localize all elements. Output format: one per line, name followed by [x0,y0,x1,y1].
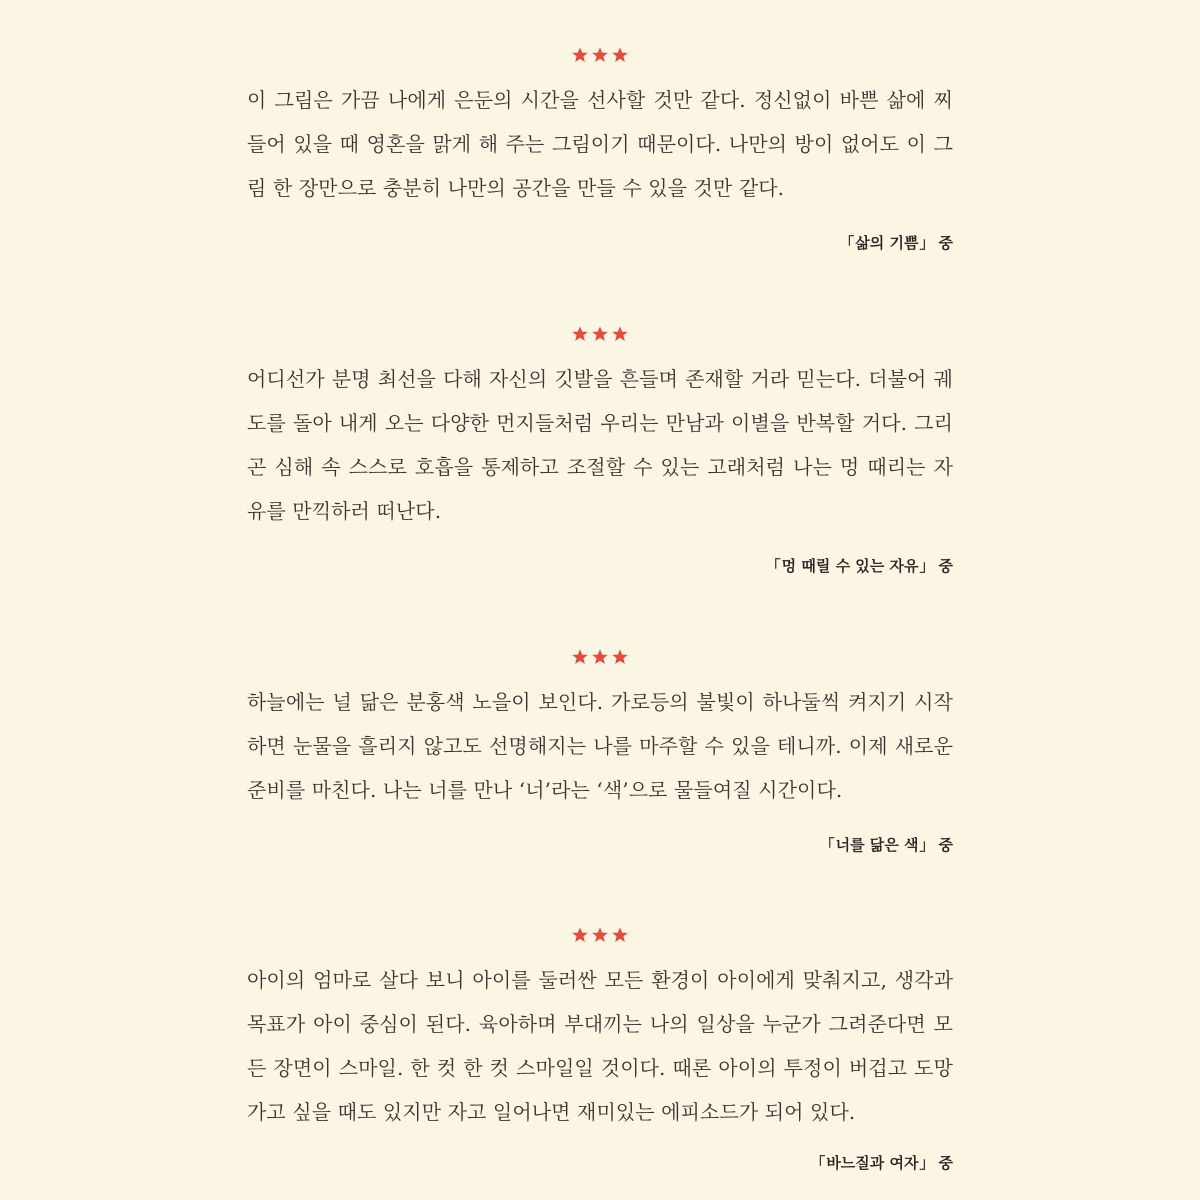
star-icon [611,325,629,343]
excerpt-line: 가고 싶을 때도 있지만 자고 일어나면 재미있는 에피소드가 되어 있다. [247,1100,856,1124]
source-suffix: 중 [938,557,953,575]
excerpt-line: 아이의 엄마로 살다 보니 아이를 둘러싼 모든 환경이 아이에게 맞춰지고, 생각과 [247,968,953,992]
star-divider [247,325,953,347]
star-icon [571,926,589,944]
excerpt-body [247,357,953,533]
excerpt-body [247,680,953,812]
source-title: 바느질과 여자 [826,1154,919,1172]
excerpt-line: 유를 만끽하러 떠난다. [247,499,442,523]
excerpt-line: 림 한 장만으로 충분히 나만의 공간을 만들 수 있을 것만 같다. [247,176,785,200]
star-icon [571,648,589,666]
excerpt-line: 하면 눈물을 흘리지 않고도 선명해지는 나를 마주할 수 있을 테니까. 이제 새로운 [247,734,953,758]
star-icon [571,325,589,343]
excerpt-line: 어디선가 분명 최선을 다해 자신의 깃발을 흔들며 존재할 거라 믿는다. 더불어 궤 [247,367,953,391]
star-divider [247,926,953,948]
excerpt-line: 하늘에는 널 닮은 분홍색 노을이 보인다. 가로등의 불빛이 하나둘씩 켜지기 시작 [247,690,953,714]
excerpt-2 [247,325,953,576]
source-suffix: 중 [938,234,953,252]
source-citation: 「멍 때릴 수 있는 자유」 중 [765,557,953,575]
source-citation: 「삶의 기쁨」 중 [839,234,953,252]
star-icon [611,648,629,666]
star-divider [247,648,953,670]
star-icon [571,46,589,64]
star-icon [611,926,629,944]
excerpt-1 [247,46,953,253]
star-icon [591,648,609,666]
star-icon [591,926,609,944]
star-divider [247,46,953,68]
excerpt-body [247,78,953,210]
source-citation: 「너를 닮은 색」 중 [819,836,953,854]
excerpt-3 [247,648,953,855]
source-citation: 「바느질과 여자」 중 [810,1154,953,1172]
source-title: 삶의 기쁨 [855,234,919,252]
excerpt-line: 들어 있을 때 영혼을 맑게 해 주는 그림이기 때문이다. 나만의 방이 없어도 이 그 [247,132,953,156]
source-suffix: 중 [938,1154,953,1172]
source-suffix: 중 [938,836,953,854]
excerpt-4 [247,926,953,1173]
source-title: 너를 닮은 색 [835,836,919,854]
star-icon [591,325,609,343]
excerpt-line: 이 그림은 가끔 나에게 은둔의 시간을 선사할 것만 같다. 정신없이 바쁜 삶에 찌 [247,88,953,112]
excerpt-line: 도를 돌아 내게 오는 다양한 먼지들처럼 우리는 만남과 이별을 반복할 거다. 그리 [247,411,953,435]
excerpt-line: 준비를 마친다. 나는 너를 만나 ‘너’라는 ‘색’으로 물들여질 시간이다. [247,778,843,802]
excerpt-line: 곤 심해 속 스스로 호흡을 통제하고 조절할 수 있는 고래처럼 나는 멍 때리는 자 [247,455,953,479]
excerpt-line: 든 장면이 스마일. 한 컷 한 컷 스마일일 것이다. 때론 아이의 투정이 버겁고 도망 [247,1056,953,1080]
excerpt-line: 목표가 아이 중심이 된다. 육아하며 부대끼는 나의 일상을 누군가 그려준다면 모 [247,1012,953,1036]
source-title: 멍 때릴 수 있는 자유 [781,557,919,575]
excerpt-body [247,958,953,1134]
star-icon [591,46,609,64]
star-icon [611,46,629,64]
